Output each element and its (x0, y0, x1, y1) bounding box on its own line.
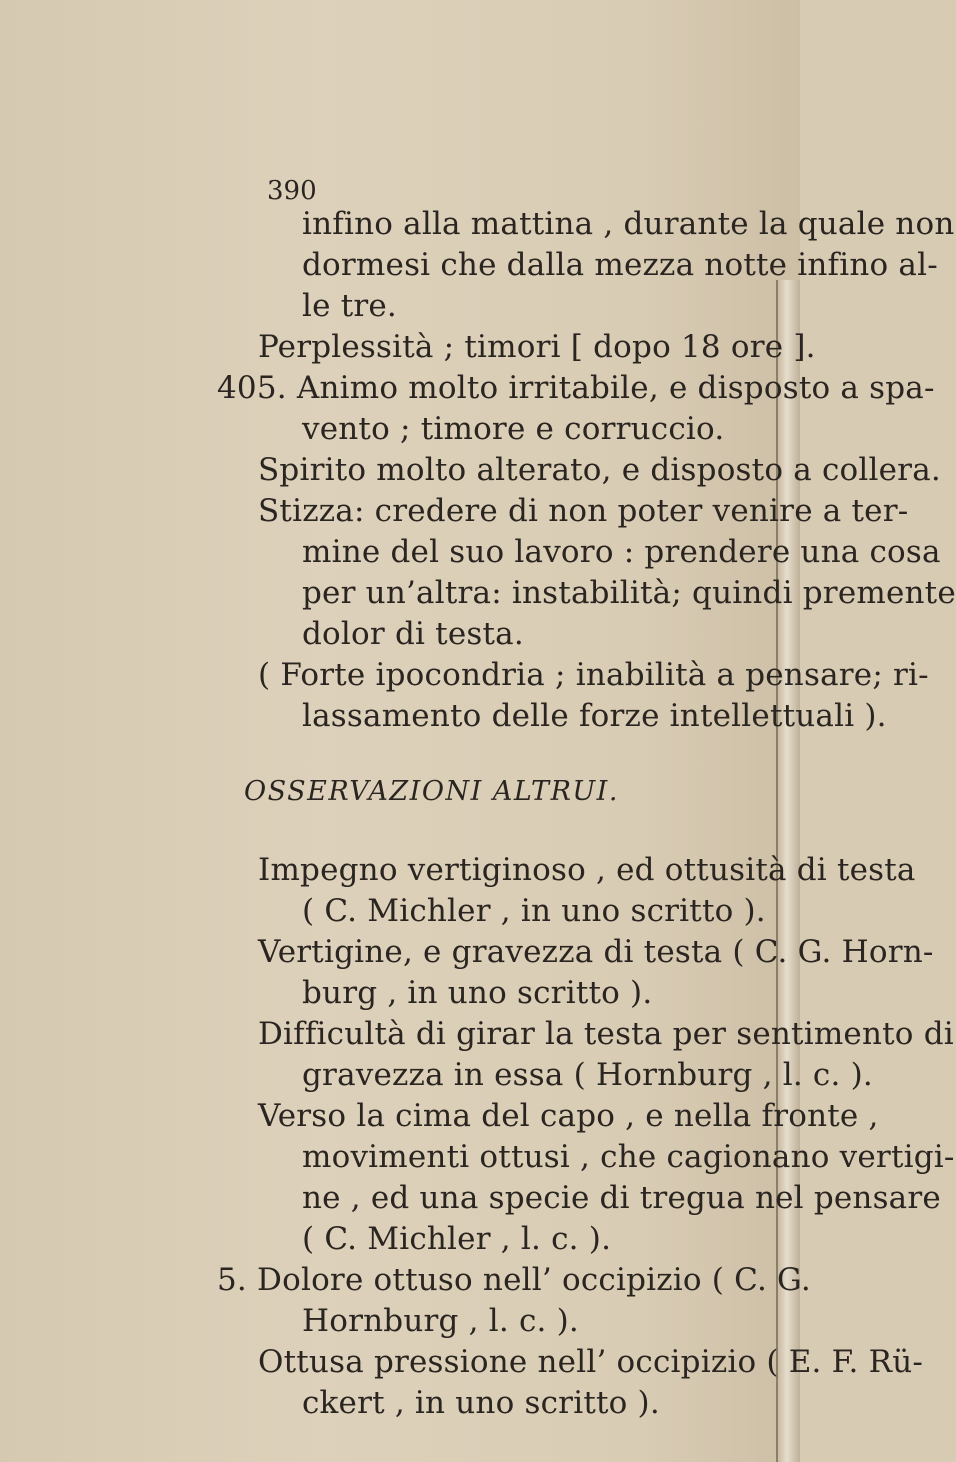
text-line: vento ; timore e corruccio. (302, 411, 725, 447)
text-line: ( Forte ipocondria ; inabilità a pensare; ri- (258, 657, 929, 693)
text-line: 405. Animo molto irritabile, e disposto a spa- (217, 370, 935, 406)
text-line: ne , ed una specie di tregua nel pensare (302, 1180, 941, 1216)
text-line: lassamento delle forze intellettuali ). (302, 698, 887, 734)
text-line: Hornburg , l. c. ). (302, 1303, 579, 1339)
text-line: ( C. Michler , l. c. ). (302, 1221, 612, 1257)
text-line: ( C. Michler , in uno scritto ). (302, 893, 766, 929)
text-line: Verso la cima del capo , e nella fronte , (258, 1098, 879, 1134)
text-line: burg , in uno scritto ). (302, 975, 653, 1011)
text-line: mine del suo lavoro : prendere una cosa (302, 534, 941, 570)
text-line: Vertigine, e gravezza di testa ( C. G. Horn- (258, 934, 934, 970)
text-line: 5. Dolore ottuso nell’ occipizio ( C. G. (217, 1262, 811, 1298)
text-line: dolor di testa. (302, 616, 524, 652)
text-line: Difficultà di girar la testa per sentimento di (258, 1016, 954, 1052)
text-line: le tre. (302, 288, 397, 324)
section-heading: OSSERVAZIONI ALTRUI. (244, 776, 619, 807)
text-line: Ottusa pressione nell’ occipizio ( E. F. Rü- (258, 1344, 924, 1380)
text-line: Stizza: credere di non poter venire a ter- (258, 493, 909, 529)
text-line: movimenti ottusi , che cagionano vertigi- (302, 1139, 955, 1175)
page-number: 390 (267, 176, 317, 206)
text-line: Impegno vertiginoso , ed ottusità di testa (258, 852, 916, 888)
text-line: gravezza in essa ( Hornburg , l. c. ). (302, 1057, 873, 1093)
text-line: dormesi che dalla mezza notte infino al- (302, 247, 938, 283)
text-line: ckert , in uno scritto ). (302, 1385, 660, 1421)
text-line: per un’altra: instabilità; quindi premente (302, 575, 956, 611)
text-line: Spirito molto alterato, e disposto a collera. (258, 452, 941, 488)
text-line: infino alla mattina , durante la quale non (302, 206, 955, 242)
text-line: Perplessità ; timori [ dopo 18 ore ]. (258, 329, 816, 365)
